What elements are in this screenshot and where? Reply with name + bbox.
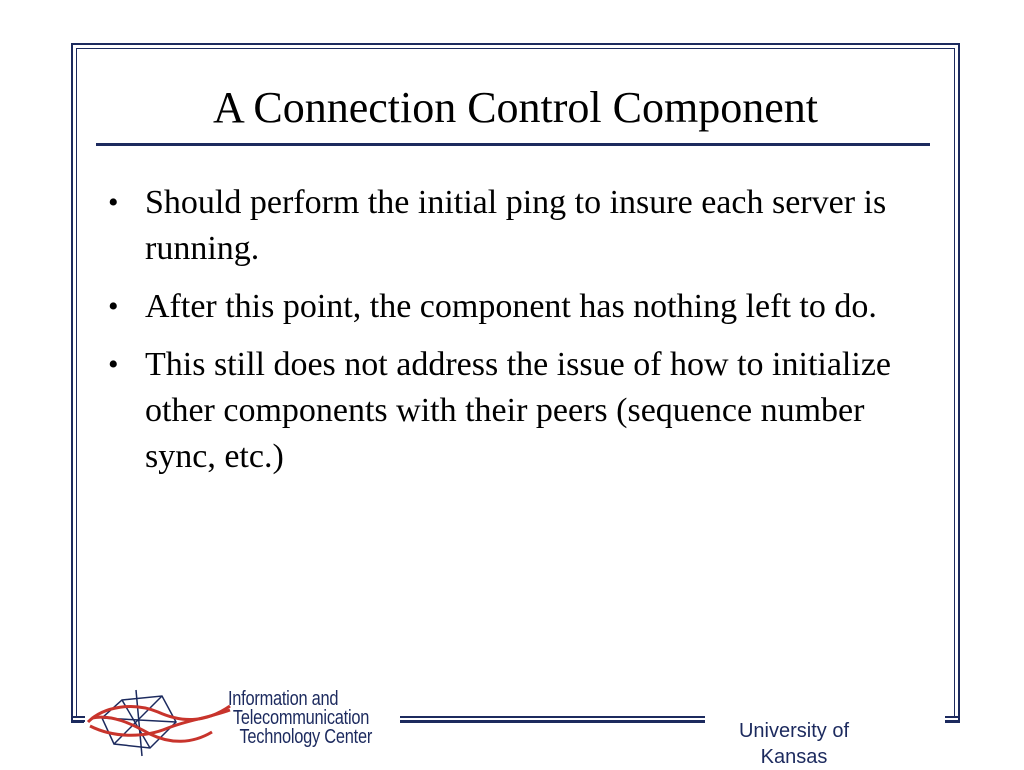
bullet-text: This still does not address the issue of how to initialize other components with their peers (sequence number sync, etc.) <box>145 346 892 475</box>
bullet-text: Should perform the initial ping to insure each server is running. <box>145 184 887 267</box>
slide-title: A Connection Control Component <box>213 83 818 132</box>
logo-line-3: Technology Center <box>239 726 373 748</box>
title-underline <box>96 143 930 146</box>
bullet-list <box>98 180 918 492</box>
footer-rule-middle <box>400 716 705 722</box>
university-name: University of Kansas <box>738 720 850 768</box>
bullet-item <box>98 342 918 480</box>
bullet-item <box>98 284 918 330</box>
footer-rule-right <box>945 716 960 722</box>
logo-line-2: Telecommunication <box>232 707 370 729</box>
bullet-text: After this point, the component has nothing left to do. <box>145 288 877 325</box>
bullet-marker: • <box>108 348 119 381</box>
footer-rule-left <box>71 716 85 722</box>
ittc-logo-icon <box>84 688 234 758</box>
bullet-item <box>98 180 918 272</box>
logo-line-1: Information and <box>228 688 339 710</box>
bullet-marker: • <box>108 186 119 219</box>
ittc-wordmark <box>228 690 372 747</box>
bullet-marker: • <box>108 290 119 323</box>
